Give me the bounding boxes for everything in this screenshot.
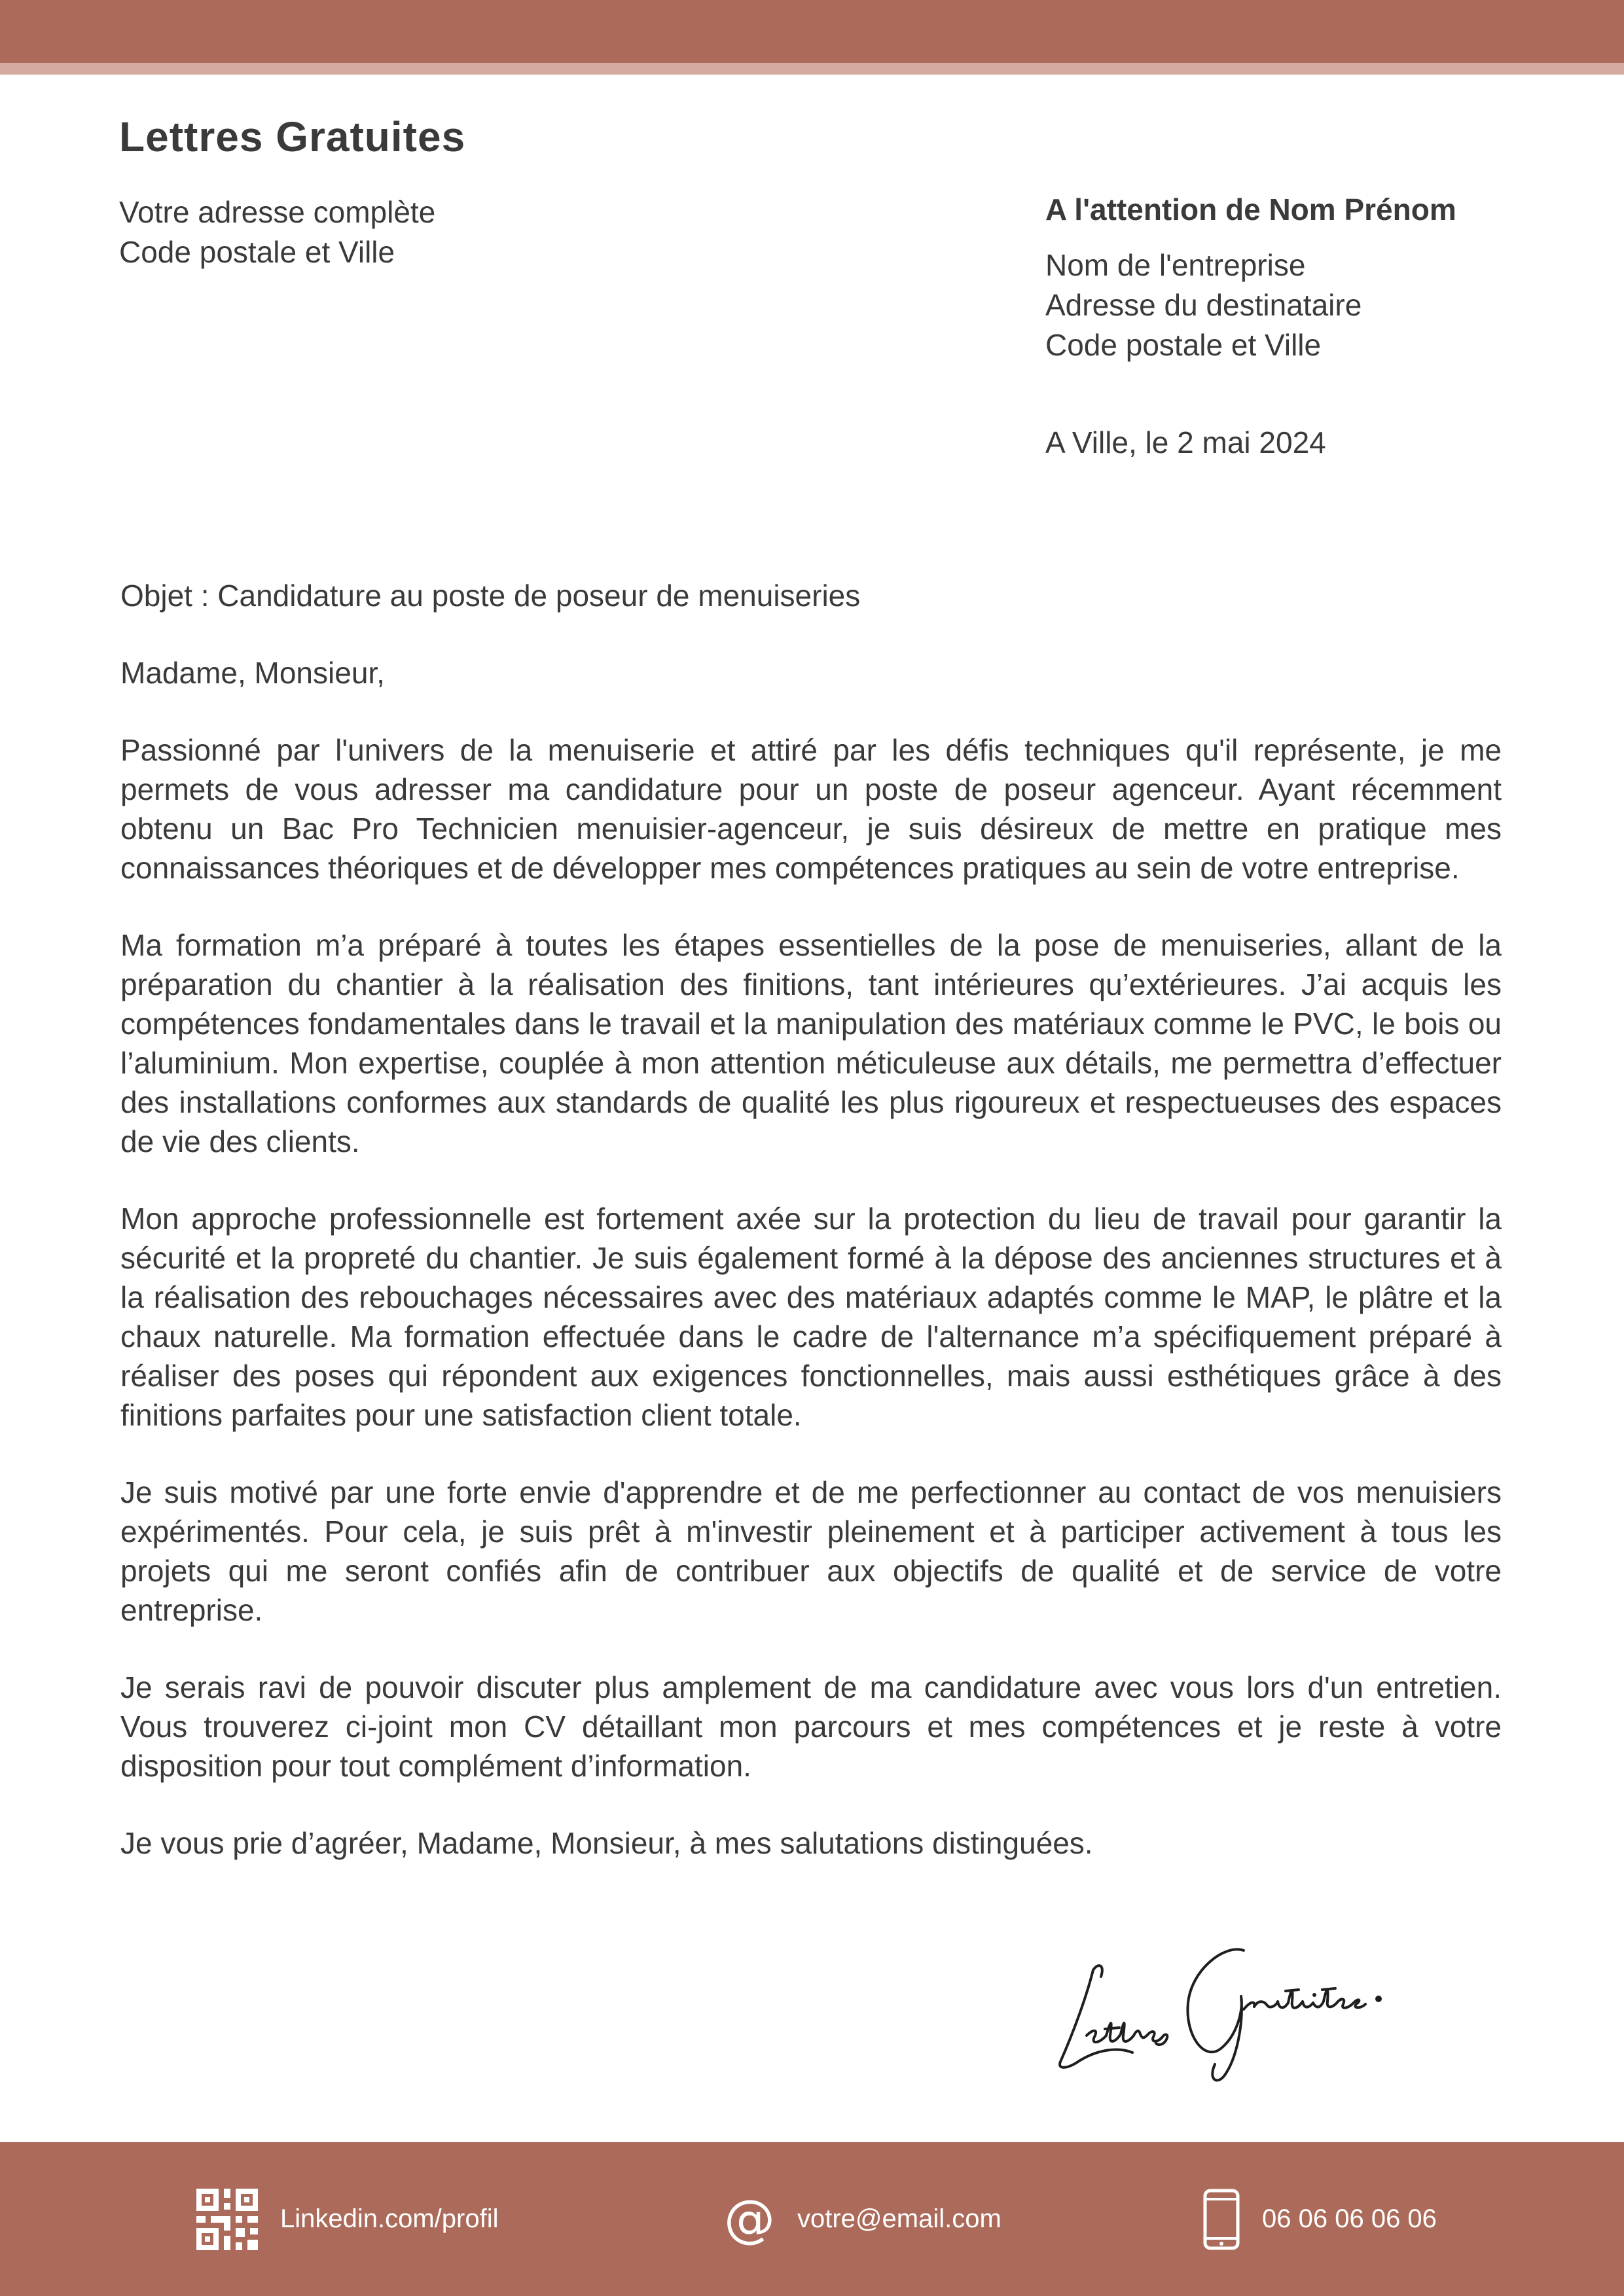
- recipient-address-line: Adresse du destinataire: [1045, 288, 1362, 322]
- footer-linkedin-text: Linkedin.com/profil: [280, 2204, 499, 2233]
- recipient-city: Code postale et Ville: [1045, 328, 1322, 362]
- footer-phone[interactable]: [1203, 2142, 1437, 2296]
- sender-address-line1: Votre adresse complète: [119, 195, 436, 229]
- recipient-attention: A l'attention de Nom Prénom: [1045, 192, 1456, 226]
- footer-email-text: votre@email.com: [797, 2204, 1001, 2233]
- footer-band: [0, 2142, 1624, 2296]
- header-stripe: [0, 63, 1624, 75]
- footer-linkedin[interactable]: [196, 2142, 499, 2296]
- letter-paragraph: Je serais ravi de pouvoir discuter plus amplement de ma candidature avec vous lors d'un entretien. Vous trouverez ci-joint mon CV détaillant mon parcours et mes compétences et je reste à votre disposition pour tout complément d’information.: [120, 1670, 1502, 1783]
- letter-paragraph: Ma formation m’a préparé à toutes les étapes essentielles de la pose de menuiseries, allant de la préparation du chantier à la réalisation des finitions, tant intérieures qu’extérieures. J’ai acquis les compétences fondamentales dans le travail et la manipulation des matériaux comme le PVC, le bois ou l’aluminium. Mon expertise, couplée à mon attention méticuleuse aux détails, me permettra d’effectuer des installations conformes aux standards de qualité les plus rigoureux et respectueuses des espaces de vie des clients.: [120, 928, 1502, 1158]
- qr-code-icon: [196, 2189, 258, 2250]
- at-sign-icon: @: [724, 2189, 775, 2249]
- mobile-phone-icon: [1203, 2189, 1240, 2250]
- letter-paragraph: Passionné par l'univers de la menuiserie et attiré par les défis techniques qu'il représente, je me permets de vous adresser ma candidature pour un poste de poseur agenceur. Ayant récemment obtenu un Bac Pro Technicien menuisier-agenceur, je suis désireux de mettre en pratique mes connaissances théoriques et de développer mes compétences pratiques au sein de votre entreprise.: [120, 733, 1502, 885]
- letter-salutation: Madame, Monsieur,: [120, 656, 385, 690]
- signature: [1047, 1924, 1440, 2088]
- letter-subject: Objet : Candidature au poste de poseur de menuiseries: [120, 579, 861, 613]
- letter-paragraph: Mon approche professionnelle est fortement axée sur la protection du lieu de travail pour garantir la sécurité et la propreté du chantier. Je suis également formé à la dépose des anciennes structures et à la réalisation des rebouchages nécessaires avec des matériaux adaptés comme le MAP, le plâtre et la chaux naturelle. Ma formation effectuée dans le cadre de l'alternance m’a spécifiquement préparé à réaliser des poses qui répondent aux exigences fonctionnelles, mais aussi esthétiques grâce à des finitions parfaites pour une satisfaction client totale.: [120, 1202, 1502, 1432]
- header-band: [0, 0, 1624, 63]
- letter-body: [120, 576, 1502, 1863]
- recipient-company: Nom de l'entreprise: [1045, 248, 1306, 282]
- footer-phone-text: 06 06 06 06 06: [1262, 2204, 1437, 2233]
- recipient-address: [1045, 190, 1456, 365]
- letter-closing: Je vous prie d’agréer, Madame, Monsieur, à mes salutations distinguées.: [120, 1826, 1093, 1860]
- place-and-date: A Ville, le 2 mai 2024: [1045, 425, 1326, 459]
- footer-email[interactable]: [724, 2142, 1001, 2296]
- letter-paragraph: Je suis motivé par une forte envie d'apprendre et de me perfectionner au contact de vos menuisiers expérimentés. Pour cela, je suis prêt à m'investir pleinement et à participer activement à tous les projets qui me seront confiés afin de contribuer aux objectifs de qualité et de service de votre entreprise.: [120, 1475, 1502, 1627]
- sender-name: Lettres Gratuites: [119, 113, 466, 160]
- sender-address: [119, 192, 435, 272]
- sender-address-line2: Code postale et Ville: [119, 235, 395, 269]
